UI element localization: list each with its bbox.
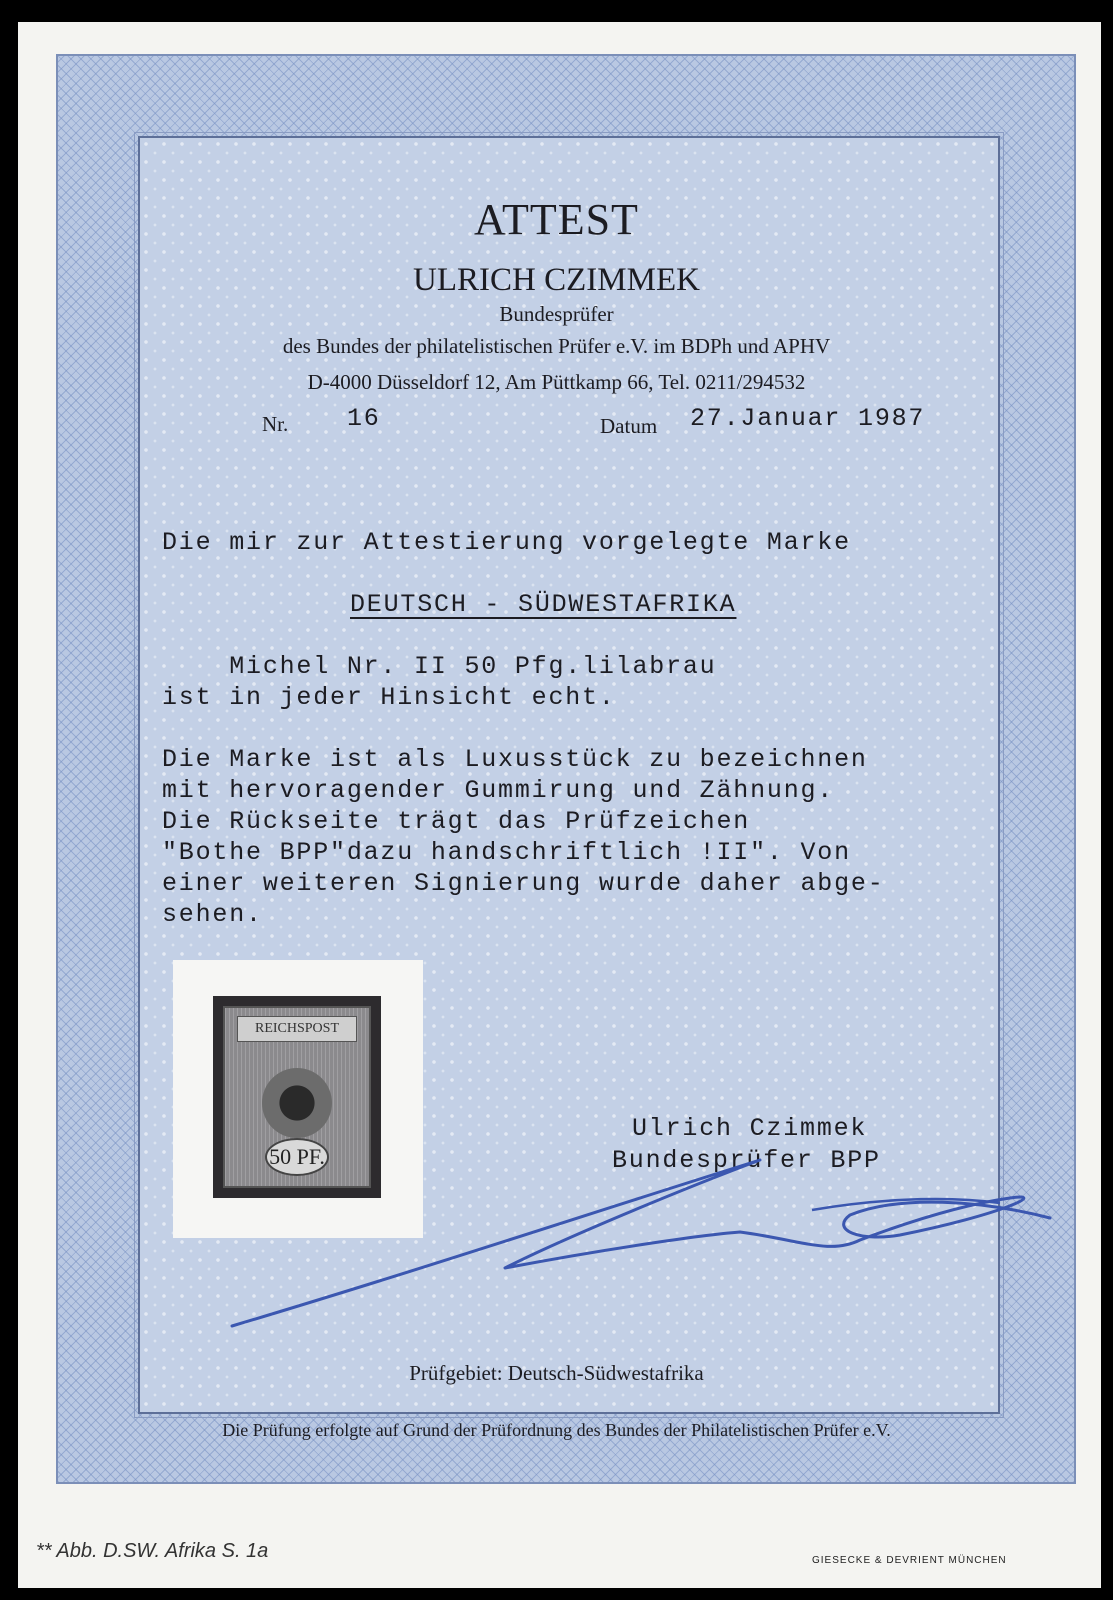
date-value: 27.Januar 1987 <box>690 404 926 433</box>
stamp-image <box>213 996 381 1198</box>
body-line: mit hervoragender Gummirung und Zähnung. <box>162 776 835 805</box>
nr-label: Nr. <box>262 412 289 436</box>
examination-note: Die Prüfung erfolgte auf Grund der Prüfordnung des Bundes der Philatelistischen Prüfer e.V. <box>222 1420 891 1440</box>
body-line: Die Marke ist als Luxusstück zu bezeichnen <box>162 745 868 774</box>
body-line: ist in jeder Hinsicht echt. <box>162 683 616 712</box>
stamp-face <box>223 1006 371 1188</box>
body-line: Die Rückseite trägt das Prüfzeichen <box>162 807 751 836</box>
body-line: sehen. <box>162 900 263 929</box>
signer-title: Bundesprüfer BPP <box>612 1146 881 1175</box>
stamp-value-text: 50 PF. <box>265 1138 329 1176</box>
nr-value: 16 <box>347 404 381 433</box>
examiner-name: ULRICH CZIMMEK <box>413 262 700 298</box>
certificate-title: ATTEST <box>474 195 639 244</box>
body-line: "Bothe BPP"dazu handschriftlich !II". Von <box>162 838 851 867</box>
body-line: einer weiteren Signierung wurde daher abge- <box>162 869 885 898</box>
stamp-top-text: REICHSPOST <box>237 1016 357 1042</box>
date-label: Datum <box>600 414 658 438</box>
eagle-emblem-icon <box>262 1068 332 1138</box>
address-line: D-4000 Düsseldorf 12, Am Püttkamp 66, Tel. 0211/294532 <box>307 370 806 394</box>
pencil-annotation: ** Abb. D.SW. Afrika S. 1a <box>36 1540 269 1562</box>
intro-line: Die mir zur Attestierung vorgelegte Marke <box>162 528 851 557</box>
body-line: Michel Nr. II 50 Pfg.lilabrau <box>162 652 717 681</box>
territory: DEUTSCH - SÜDWESTAFRIKA <box>350 590 737 619</box>
association-line: des Bundes der philatelistischen Prüfer e.V. im BDPh und APHV <box>282 334 831 358</box>
examination-area: Prüfgebiet: Deutsch-Südwestafrika <box>409 1361 704 1385</box>
signer-name: Ulrich Czimmek <box>632 1114 868 1143</box>
stamp-photo <box>173 960 423 1238</box>
examiner-role: Bundesprüfer <box>499 302 614 326</box>
printer-imprint: GIESECKE & DEVRIENT MÜNCHEN <box>812 1555 1007 1566</box>
